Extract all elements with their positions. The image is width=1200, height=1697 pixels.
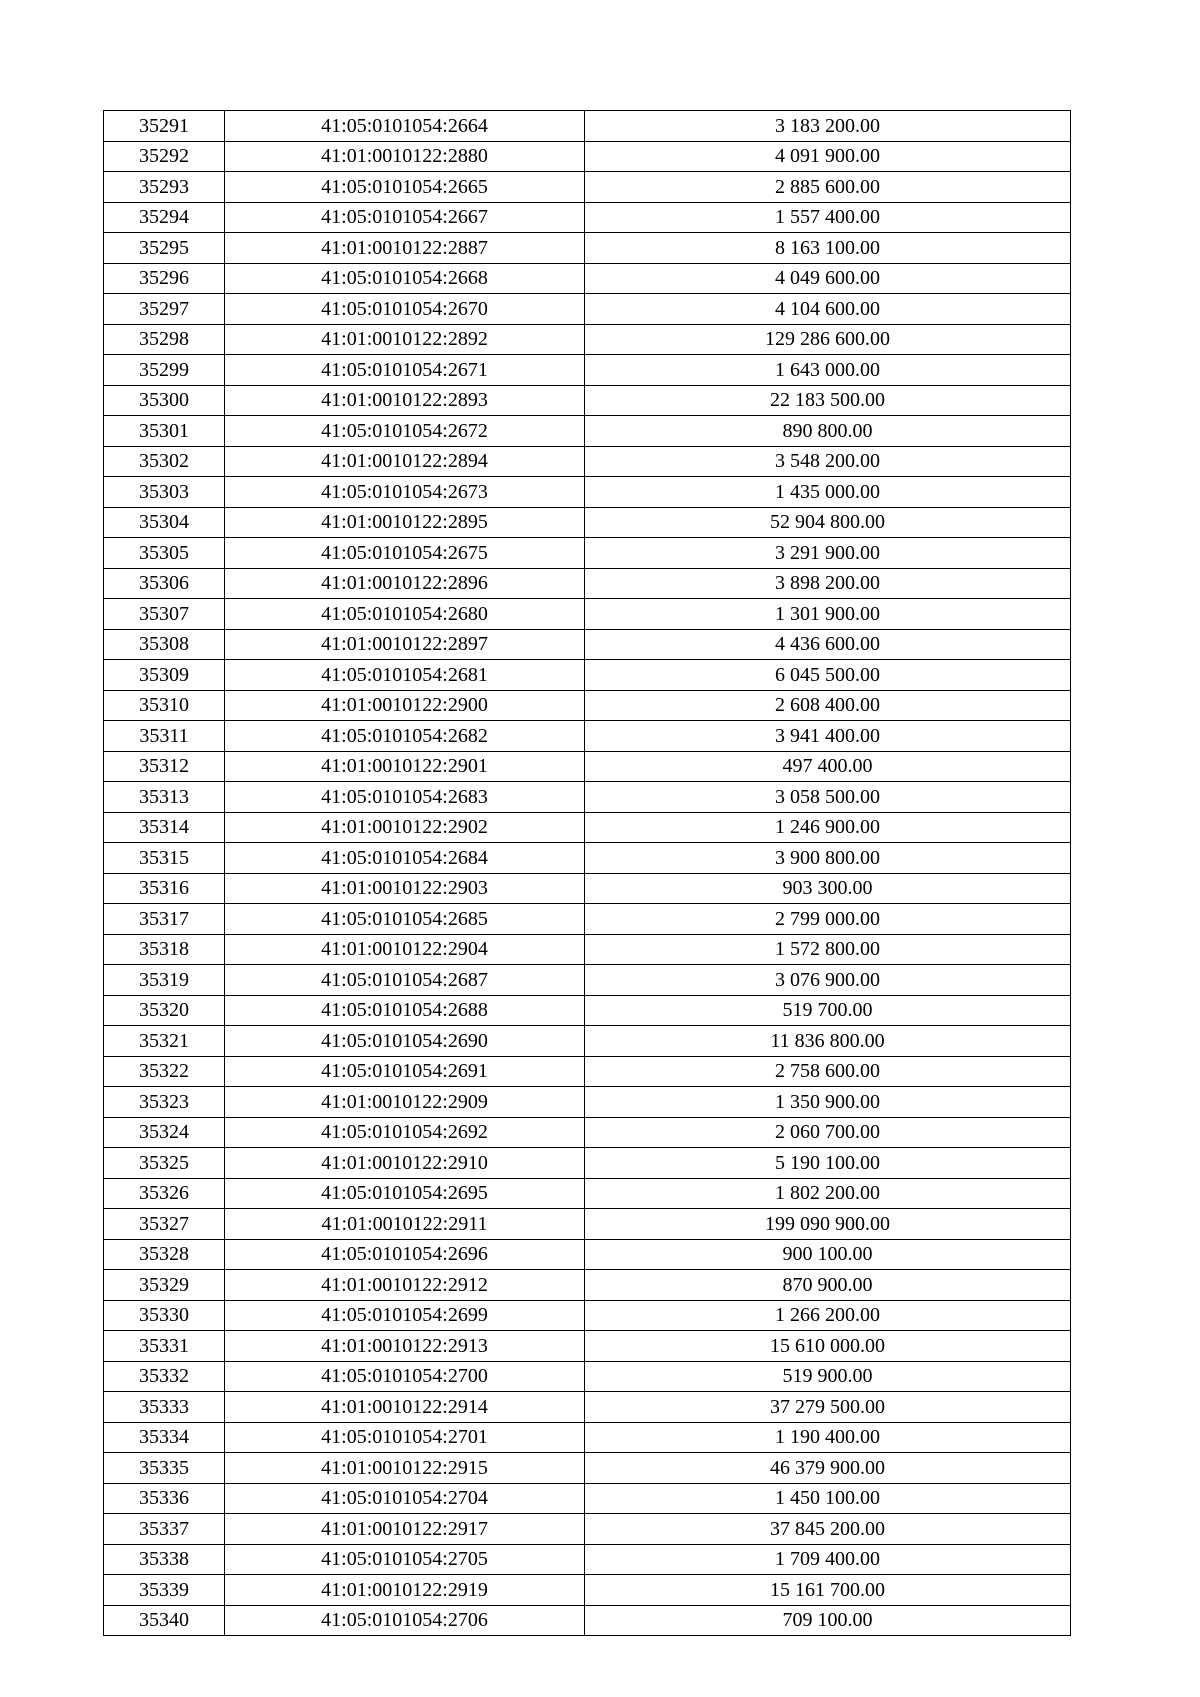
cadastral-number-cell: 41:01:0010122:2909 xyxy=(225,1087,585,1118)
table-row xyxy=(104,1087,1071,1118)
cadastral-number-cell: 41:05:0101054:2699 xyxy=(225,1300,585,1331)
table-row xyxy=(104,873,1071,904)
table-row xyxy=(104,202,1071,233)
value-cell: 3 548 200.00 xyxy=(585,446,1071,477)
value-cell: 3 898 200.00 xyxy=(585,568,1071,599)
table-row xyxy=(104,1239,1071,1270)
value-cell: 1 301 900.00 xyxy=(585,599,1071,630)
row-number-cell: 35314 xyxy=(104,812,225,843)
row-number-cell: 35330 xyxy=(104,1300,225,1331)
row-number-cell: 35317 xyxy=(104,904,225,935)
value-cell: 870 900.00 xyxy=(585,1270,1071,1301)
table-row xyxy=(104,751,1071,782)
table-row xyxy=(104,1422,1071,1453)
table-row xyxy=(104,1117,1071,1148)
row-number-cell: 35334 xyxy=(104,1422,225,1453)
table-row xyxy=(104,324,1071,355)
value-cell: 22 183 500.00 xyxy=(585,385,1071,416)
cadastral-number-cell: 41:05:0101054:2683 xyxy=(225,782,585,813)
cadastral-number-cell: 41:05:0101054:2667 xyxy=(225,202,585,233)
row-number-cell: 35305 xyxy=(104,538,225,569)
value-cell: 6 045 500.00 xyxy=(585,660,1071,691)
table-row xyxy=(104,1575,1071,1606)
row-number-cell: 35335 xyxy=(104,1453,225,1484)
row-number-cell: 35315 xyxy=(104,843,225,874)
value-cell: 1 266 200.00 xyxy=(585,1300,1071,1331)
value-cell: 903 300.00 xyxy=(585,873,1071,904)
cadastral-number-cell: 41:01:0010122:2914 xyxy=(225,1392,585,1423)
value-cell: 3 058 500.00 xyxy=(585,782,1071,813)
row-number-cell: 35320 xyxy=(104,995,225,1026)
table-row xyxy=(104,1483,1071,1514)
cadastral-number-cell: 41:05:0101054:2682 xyxy=(225,721,585,752)
table-row xyxy=(104,721,1071,752)
table-row xyxy=(104,1544,1071,1575)
table-row xyxy=(104,690,1071,721)
cadastral-number-cell: 41:01:0010122:2903 xyxy=(225,873,585,904)
value-cell: 1 643 000.00 xyxy=(585,355,1071,386)
table-row xyxy=(104,934,1071,965)
table-row xyxy=(104,1148,1071,1179)
row-number-cell: 35336 xyxy=(104,1483,225,1514)
value-cell: 3 900 800.00 xyxy=(585,843,1071,874)
cadastral-number-cell: 41:05:0101054:2684 xyxy=(225,843,585,874)
row-number-cell: 35298 xyxy=(104,324,225,355)
table-row xyxy=(104,416,1071,447)
row-number-cell: 35328 xyxy=(104,1239,225,1270)
value-cell: 3 183 200.00 xyxy=(585,111,1071,142)
cadastral-number-cell: 41:01:0010122:2892 xyxy=(225,324,585,355)
table-row xyxy=(104,233,1071,264)
table-row xyxy=(104,538,1071,569)
cadastral-number-cell: 41:05:0101054:2700 xyxy=(225,1361,585,1392)
row-number-cell: 35299 xyxy=(104,355,225,386)
table-row xyxy=(104,1331,1071,1362)
table-row xyxy=(104,995,1071,1026)
value-cell: 37 845 200.00 xyxy=(585,1514,1071,1545)
row-number-cell: 35295 xyxy=(104,233,225,264)
row-number-cell: 35337 xyxy=(104,1514,225,1545)
value-cell: 2 608 400.00 xyxy=(585,690,1071,721)
value-cell: 890 800.00 xyxy=(585,416,1071,447)
value-cell: 8 163 100.00 xyxy=(585,233,1071,264)
cadastral-number-cell: 41:05:0101054:2695 xyxy=(225,1178,585,1209)
table-row xyxy=(104,782,1071,813)
value-cell: 519 900.00 xyxy=(585,1361,1071,1392)
row-number-cell: 35340 xyxy=(104,1605,225,1636)
cadastral-number-cell: 41:05:0101054:2706 xyxy=(225,1605,585,1636)
table-row xyxy=(104,111,1071,142)
row-number-cell: 35294 xyxy=(104,202,225,233)
table-row xyxy=(104,1026,1071,1057)
table-row xyxy=(104,385,1071,416)
value-cell: 3 291 900.00 xyxy=(585,538,1071,569)
cadastral-number-cell: 41:01:0010122:2896 xyxy=(225,568,585,599)
value-cell: 2 758 600.00 xyxy=(585,1056,1071,1087)
cadastral-number-cell: 41:05:0101054:2675 xyxy=(225,538,585,569)
table-row xyxy=(104,1392,1071,1423)
value-cell: 11 836 800.00 xyxy=(585,1026,1071,1057)
cadastral-number-cell: 41:05:0101054:2672 xyxy=(225,416,585,447)
cadastral-number-cell: 41:05:0101054:2668 xyxy=(225,263,585,294)
row-number-cell: 35324 xyxy=(104,1117,225,1148)
table-row xyxy=(104,1514,1071,1545)
cadastral-number-cell: 41:05:0101054:2688 xyxy=(225,995,585,1026)
row-number-cell: 35329 xyxy=(104,1270,225,1301)
row-number-cell: 35331 xyxy=(104,1331,225,1362)
value-cell: 3 076 900.00 xyxy=(585,965,1071,996)
row-number-cell: 35307 xyxy=(104,599,225,630)
table-row xyxy=(104,1300,1071,1331)
cadastral-number-cell: 41:01:0010122:2900 xyxy=(225,690,585,721)
cadastral-number-cell: 41:05:0101054:2680 xyxy=(225,599,585,630)
value-cell: 519 700.00 xyxy=(585,995,1071,1026)
value-cell: 709 100.00 xyxy=(585,1605,1071,1636)
row-number-cell: 35338 xyxy=(104,1544,225,1575)
row-number-cell: 35322 xyxy=(104,1056,225,1087)
cadastral-number-cell: 41:05:0101054:2681 xyxy=(225,660,585,691)
cadastral-number-cell: 41:01:0010122:2894 xyxy=(225,446,585,477)
value-cell: 2 060 700.00 xyxy=(585,1117,1071,1148)
row-number-cell: 35339 xyxy=(104,1575,225,1606)
row-number-cell: 35293 xyxy=(104,172,225,203)
value-cell: 1 190 400.00 xyxy=(585,1422,1071,1453)
value-cell: 1 246 900.00 xyxy=(585,812,1071,843)
cadastral-number-cell: 41:01:0010122:2911 xyxy=(225,1209,585,1240)
table-row xyxy=(104,965,1071,996)
table-row xyxy=(104,263,1071,294)
row-number-cell: 35333 xyxy=(104,1392,225,1423)
row-number-cell: 35292 xyxy=(104,141,225,172)
cadastral-number-cell: 41:01:0010122:2919 xyxy=(225,1575,585,1606)
row-number-cell: 35303 xyxy=(104,477,225,508)
row-number-cell: 35304 xyxy=(104,507,225,538)
value-cell: 15 161 700.00 xyxy=(585,1575,1071,1606)
table-row xyxy=(104,599,1071,630)
cadastral-number-cell: 41:05:0101054:2670 xyxy=(225,294,585,325)
cadastral-number-cell: 41:01:0010122:2915 xyxy=(225,1453,585,1484)
value-cell: 15 610 000.00 xyxy=(585,1331,1071,1362)
table-row xyxy=(104,568,1071,599)
table-row xyxy=(104,477,1071,508)
table-body xyxy=(104,111,1071,1636)
row-number-cell: 35326 xyxy=(104,1178,225,1209)
table-row xyxy=(104,904,1071,935)
cadastral-number-cell: 41:05:0101054:2671 xyxy=(225,355,585,386)
value-cell: 2 799 000.00 xyxy=(585,904,1071,935)
value-cell: 1 435 000.00 xyxy=(585,477,1071,508)
row-number-cell: 35327 xyxy=(104,1209,225,1240)
cadastral-value-table xyxy=(103,110,1071,1636)
cadastral-number-cell: 41:01:0010122:2887 xyxy=(225,233,585,264)
row-number-cell: 35291 xyxy=(104,111,225,142)
table-row xyxy=(104,629,1071,660)
value-cell: 199 090 900.00 xyxy=(585,1209,1071,1240)
value-cell: 46 379 900.00 xyxy=(585,1453,1071,1484)
value-cell: 4 436 600.00 xyxy=(585,629,1071,660)
cadastral-number-cell: 41:01:0010122:2917 xyxy=(225,1514,585,1545)
value-cell: 1 572 800.00 xyxy=(585,934,1071,965)
row-number-cell: 35313 xyxy=(104,782,225,813)
row-number-cell: 35321 xyxy=(104,1026,225,1057)
row-number-cell: 35302 xyxy=(104,446,225,477)
table-row xyxy=(104,1178,1071,1209)
row-number-cell: 35325 xyxy=(104,1148,225,1179)
table-row xyxy=(104,1056,1071,1087)
cadastral-number-cell: 41:01:0010122:2880 xyxy=(225,141,585,172)
table-row xyxy=(104,294,1071,325)
row-number-cell: 35316 xyxy=(104,873,225,904)
row-number-cell: 35300 xyxy=(104,385,225,416)
value-cell: 1 557 400.00 xyxy=(585,202,1071,233)
table-row xyxy=(104,172,1071,203)
value-cell: 2 885 600.00 xyxy=(585,172,1071,203)
row-number-cell: 35309 xyxy=(104,660,225,691)
value-cell: 52 904 800.00 xyxy=(585,507,1071,538)
cadastral-number-cell: 41:01:0010122:2897 xyxy=(225,629,585,660)
table-row xyxy=(104,507,1071,538)
table-row xyxy=(104,660,1071,691)
value-cell: 1 709 400.00 xyxy=(585,1544,1071,1575)
row-number-cell: 35311 xyxy=(104,721,225,752)
cadastral-number-cell: 41:01:0010122:2902 xyxy=(225,812,585,843)
row-number-cell: 35297 xyxy=(104,294,225,325)
value-cell: 1 350 900.00 xyxy=(585,1087,1071,1118)
cadastral-number-cell: 41:05:0101054:2691 xyxy=(225,1056,585,1087)
table-row xyxy=(104,1361,1071,1392)
row-number-cell: 35296 xyxy=(104,263,225,294)
row-number-cell: 35306 xyxy=(104,568,225,599)
cadastral-number-cell: 41:01:0010122:2912 xyxy=(225,1270,585,1301)
row-number-cell: 35310 xyxy=(104,690,225,721)
table-row xyxy=(104,843,1071,874)
row-number-cell: 35332 xyxy=(104,1361,225,1392)
cadastral-number-cell: 41:01:0010122:2901 xyxy=(225,751,585,782)
table-row xyxy=(104,355,1071,386)
value-cell: 1 450 100.00 xyxy=(585,1483,1071,1514)
cadastral-number-cell: 41:05:0101054:2685 xyxy=(225,904,585,935)
value-cell: 37 279 500.00 xyxy=(585,1392,1071,1423)
table-row xyxy=(104,1270,1071,1301)
cadastral-number-cell: 41:01:0010122:2913 xyxy=(225,1331,585,1362)
table-row xyxy=(104,1605,1071,1636)
value-cell: 4 104 600.00 xyxy=(585,294,1071,325)
cadastral-number-cell: 41:01:0010122:2893 xyxy=(225,385,585,416)
row-number-cell: 35312 xyxy=(104,751,225,782)
row-number-cell: 35318 xyxy=(104,934,225,965)
value-cell: 3 941 400.00 xyxy=(585,721,1071,752)
cadastral-number-cell: 41:05:0101054:2665 xyxy=(225,172,585,203)
cadastral-number-cell: 41:05:0101054:2705 xyxy=(225,1544,585,1575)
row-number-cell: 35301 xyxy=(104,416,225,447)
value-cell: 4 091 900.00 xyxy=(585,141,1071,172)
row-number-cell: 35308 xyxy=(104,629,225,660)
cadastral-number-cell: 41:05:0101054:2690 xyxy=(225,1026,585,1057)
cadastral-number-cell: 41:01:0010122:2895 xyxy=(225,507,585,538)
cadastral-number-cell: 41:05:0101054:2696 xyxy=(225,1239,585,1270)
cadastral-number-cell: 41:01:0010122:2910 xyxy=(225,1148,585,1179)
cadastral-number-cell: 41:05:0101054:2692 xyxy=(225,1117,585,1148)
table-row xyxy=(104,812,1071,843)
cadastral-number-cell: 41:05:0101054:2673 xyxy=(225,477,585,508)
cadastral-number-cell: 41:05:0101054:2687 xyxy=(225,965,585,996)
table-row xyxy=(104,1209,1071,1240)
row-number-cell: 35319 xyxy=(104,965,225,996)
cadastral-number-cell: 41:05:0101054:2664 xyxy=(225,111,585,142)
value-cell: 1 802 200.00 xyxy=(585,1178,1071,1209)
cadastral-number-cell: 41:01:0010122:2904 xyxy=(225,934,585,965)
row-number-cell: 35323 xyxy=(104,1087,225,1118)
table-row xyxy=(104,446,1071,477)
cadastral-number-cell: 41:05:0101054:2704 xyxy=(225,1483,585,1514)
value-cell: 900 100.00 xyxy=(585,1239,1071,1270)
cadastral-number-cell: 41:05:0101054:2701 xyxy=(225,1422,585,1453)
value-cell: 5 190 100.00 xyxy=(585,1148,1071,1179)
value-cell: 4 049 600.00 xyxy=(585,263,1071,294)
table-row xyxy=(104,141,1071,172)
value-cell: 129 286 600.00 xyxy=(585,324,1071,355)
table-row xyxy=(104,1453,1071,1484)
value-cell: 497 400.00 xyxy=(585,751,1071,782)
